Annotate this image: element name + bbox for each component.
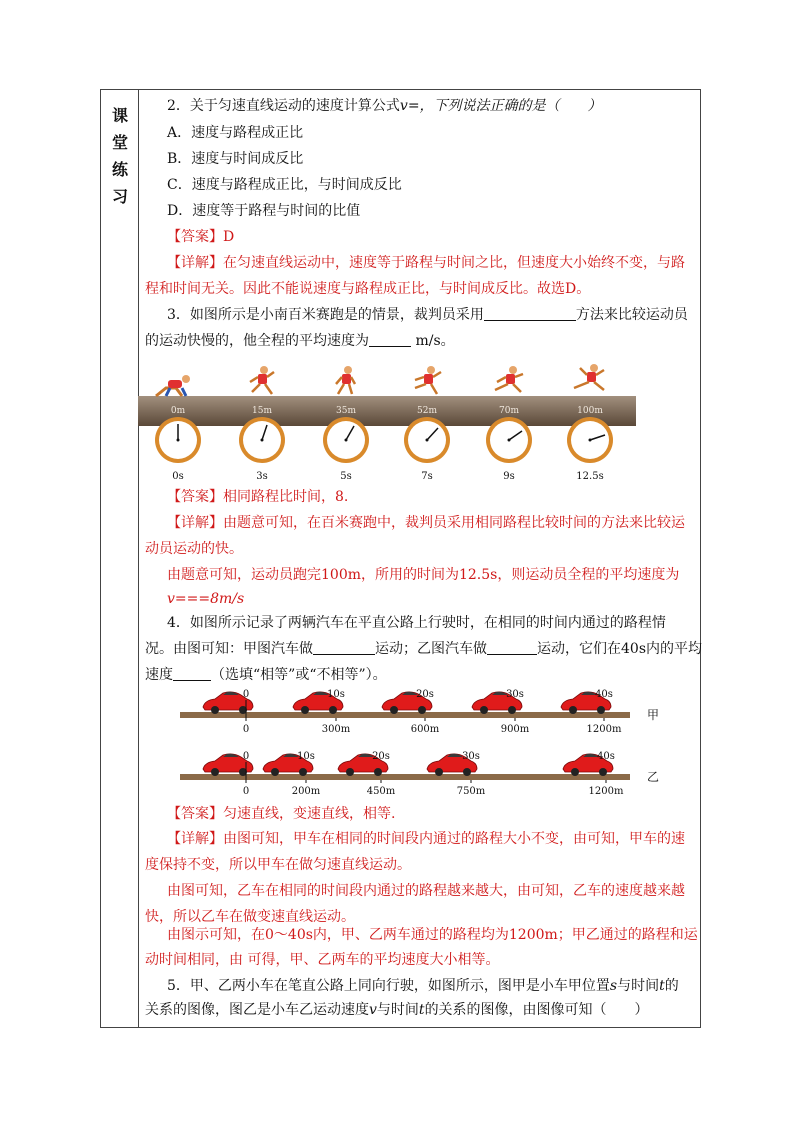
distance-label: 200m xyxy=(291,786,321,797)
column-divider xyxy=(138,89,139,1027)
q4-explain-line: 度保持不变，所以甲车在做匀速直线运动。 xyxy=(145,857,411,873)
time-label: 9s xyxy=(503,471,515,482)
clock-icon xyxy=(239,417,285,463)
q5-stem-line1: 5．甲、乙两小车在笔直公路上同向行驶，如图所示，图甲是小车甲位置s与时间t的 xyxy=(167,978,679,994)
distance-label: 15m xyxy=(252,406,272,416)
distance-label: 300m xyxy=(321,724,351,735)
time-label: 10s xyxy=(297,751,315,762)
q4-answer: 【答案】匀速直线，变速直线，相等. xyxy=(167,806,396,822)
q4-car-a-blank[interactable] xyxy=(313,640,375,655)
runner-icon xyxy=(336,366,355,394)
time-label: 0 xyxy=(242,751,250,762)
runner-icon xyxy=(156,375,190,396)
distance-label: 600m xyxy=(410,724,440,735)
distance-label: 1200m xyxy=(588,786,624,797)
time-label: 30s xyxy=(506,689,524,700)
q3-explain-line: 动员运动的快。 xyxy=(145,541,243,557)
distance-label: 750m xyxy=(456,786,486,797)
distance-label: 1200m xyxy=(586,724,622,735)
time-label: 20s xyxy=(416,689,434,700)
q2-explain-line: 程和时间无关。因此不能说速度与路程成正比，与时间成反比。故选D。 xyxy=(145,281,591,297)
distance-label: 0 xyxy=(242,724,250,735)
q3-explain-formula: v===8m/s xyxy=(167,591,245,607)
q4-stem-line2: 况。由图可知：甲图汽车做 运动；乙图汽车做 运动，它们在40s内的平均 xyxy=(145,641,702,657)
q5-stem-line2: 关系的图像，图乙是小车乙运动速度v与时间t的关系的图像，由图像可知（ ） xyxy=(145,1002,649,1018)
q3-explain-line: 由题意可知，运动员跑完100m，所用的时间为12.5s，则运动员全程的平均速度为 xyxy=(167,567,680,583)
q4-speed-blank[interactable] xyxy=(173,666,211,681)
road-b xyxy=(180,774,630,780)
clock-icon xyxy=(155,417,201,463)
distance-label: 35m xyxy=(336,406,356,416)
road-a xyxy=(180,712,630,718)
q2-answer: 【答案】D xyxy=(167,229,235,245)
q3-explain-line: 【详解】由题意可知，在百米赛跑中，裁判员采用相同路程比较时间的方法来比较运 xyxy=(167,515,685,531)
q3-stem-line2: 的运动快慢的，他全程的平均速度为 m/s。 xyxy=(145,333,455,349)
q3-method-blank[interactable] xyxy=(484,306,576,321)
clock-icon xyxy=(567,417,613,463)
runner-icon xyxy=(415,366,441,394)
q4-explain-line: 【详解】由图可知，甲车在相同的时间段内通过的路程大小不变，由可知，甲车的速 xyxy=(167,831,685,847)
runner-icon xyxy=(574,364,604,390)
q4-explain-line: 动时间相同，由 可得，甲、乙两车的平均速度大小相等。 xyxy=(145,952,500,968)
runner-icon xyxy=(495,366,523,392)
race-figure xyxy=(138,360,638,485)
q2-stem: 2．关于匀速直线运动的速度计算公式v=，下列说法正确的是（ ） xyxy=(167,98,602,114)
time-label: 5s xyxy=(340,471,352,482)
section-title: 课 堂 练 习 xyxy=(111,106,128,206)
q2-option-c: C．速度与路程成正比，与时间成反比 xyxy=(167,177,402,193)
time-label: 7s xyxy=(421,471,433,482)
track-band xyxy=(138,396,636,426)
q2-option-a: A．速度与路程成正比 xyxy=(167,125,304,141)
time-label: 40s xyxy=(597,751,615,762)
q3-speed-blank[interactable] xyxy=(369,332,411,347)
q4-car-b-blank[interactable] xyxy=(487,640,537,655)
distance-label: 70m xyxy=(499,406,519,416)
q4-explain-line: 由图可知，乙车在相同的时间段内通过的路程越来越大，由可知，乙车的速度越来越 xyxy=(167,883,685,899)
time-label: 0s xyxy=(172,471,184,482)
q4-explain-line: 快，所以乙车在做变速直线运动。 xyxy=(145,909,355,925)
time-label: 20s xyxy=(372,751,390,762)
time-label: 10s xyxy=(327,689,345,700)
distance-label: 100m xyxy=(577,406,603,416)
q2-explain-line: 【详解】在匀速直线运动中，速度等于路程与时间之比，但速度大小始终不变，与路 xyxy=(167,255,685,271)
row-label: 乙 xyxy=(646,770,660,784)
q4-stem-line1: 4．如图所示记录了两辆汽车在平直公路上行驶时，在相同的时间内通过的路程情 xyxy=(167,615,666,631)
distance-label: 52m xyxy=(417,406,437,416)
time-label: 12.5s xyxy=(576,471,604,482)
q2-option-d: D．速度等于路程与时间的比值 xyxy=(167,203,361,219)
time-label: 40s xyxy=(595,689,613,700)
q3-answer: 【答案】相同路程比时间，8. xyxy=(167,489,349,505)
q4-explain-line: 由图示可知，在0～40s内，甲、乙两车通过的路程均为1200m；甲乙通过的路程和运 xyxy=(167,927,698,943)
time-label: 0 xyxy=(242,689,250,700)
distance-label: 450m xyxy=(366,786,396,797)
time-label: 30s xyxy=(462,751,480,762)
clock-icon xyxy=(404,417,450,463)
distance-label: 0 xyxy=(242,786,250,797)
clock-icon xyxy=(323,417,369,463)
runner-icon xyxy=(250,366,274,394)
clock-icon xyxy=(486,417,532,463)
car-figure xyxy=(175,687,675,799)
q4-stem-line3: 速度 （选填“相等”或“不相等”）。 xyxy=(145,667,387,683)
row-label: 甲 xyxy=(646,708,660,722)
q2-option-b: B．速度与时间成反比 xyxy=(167,151,304,167)
q3-stem-line1: 3．如图所示是小南百米赛跑是的情景，裁判员采用 方法来比较运动员 xyxy=(167,307,688,323)
time-label: 3s xyxy=(256,471,268,482)
distance-label: 0m xyxy=(170,406,186,416)
distance-label: 900m xyxy=(500,724,530,735)
